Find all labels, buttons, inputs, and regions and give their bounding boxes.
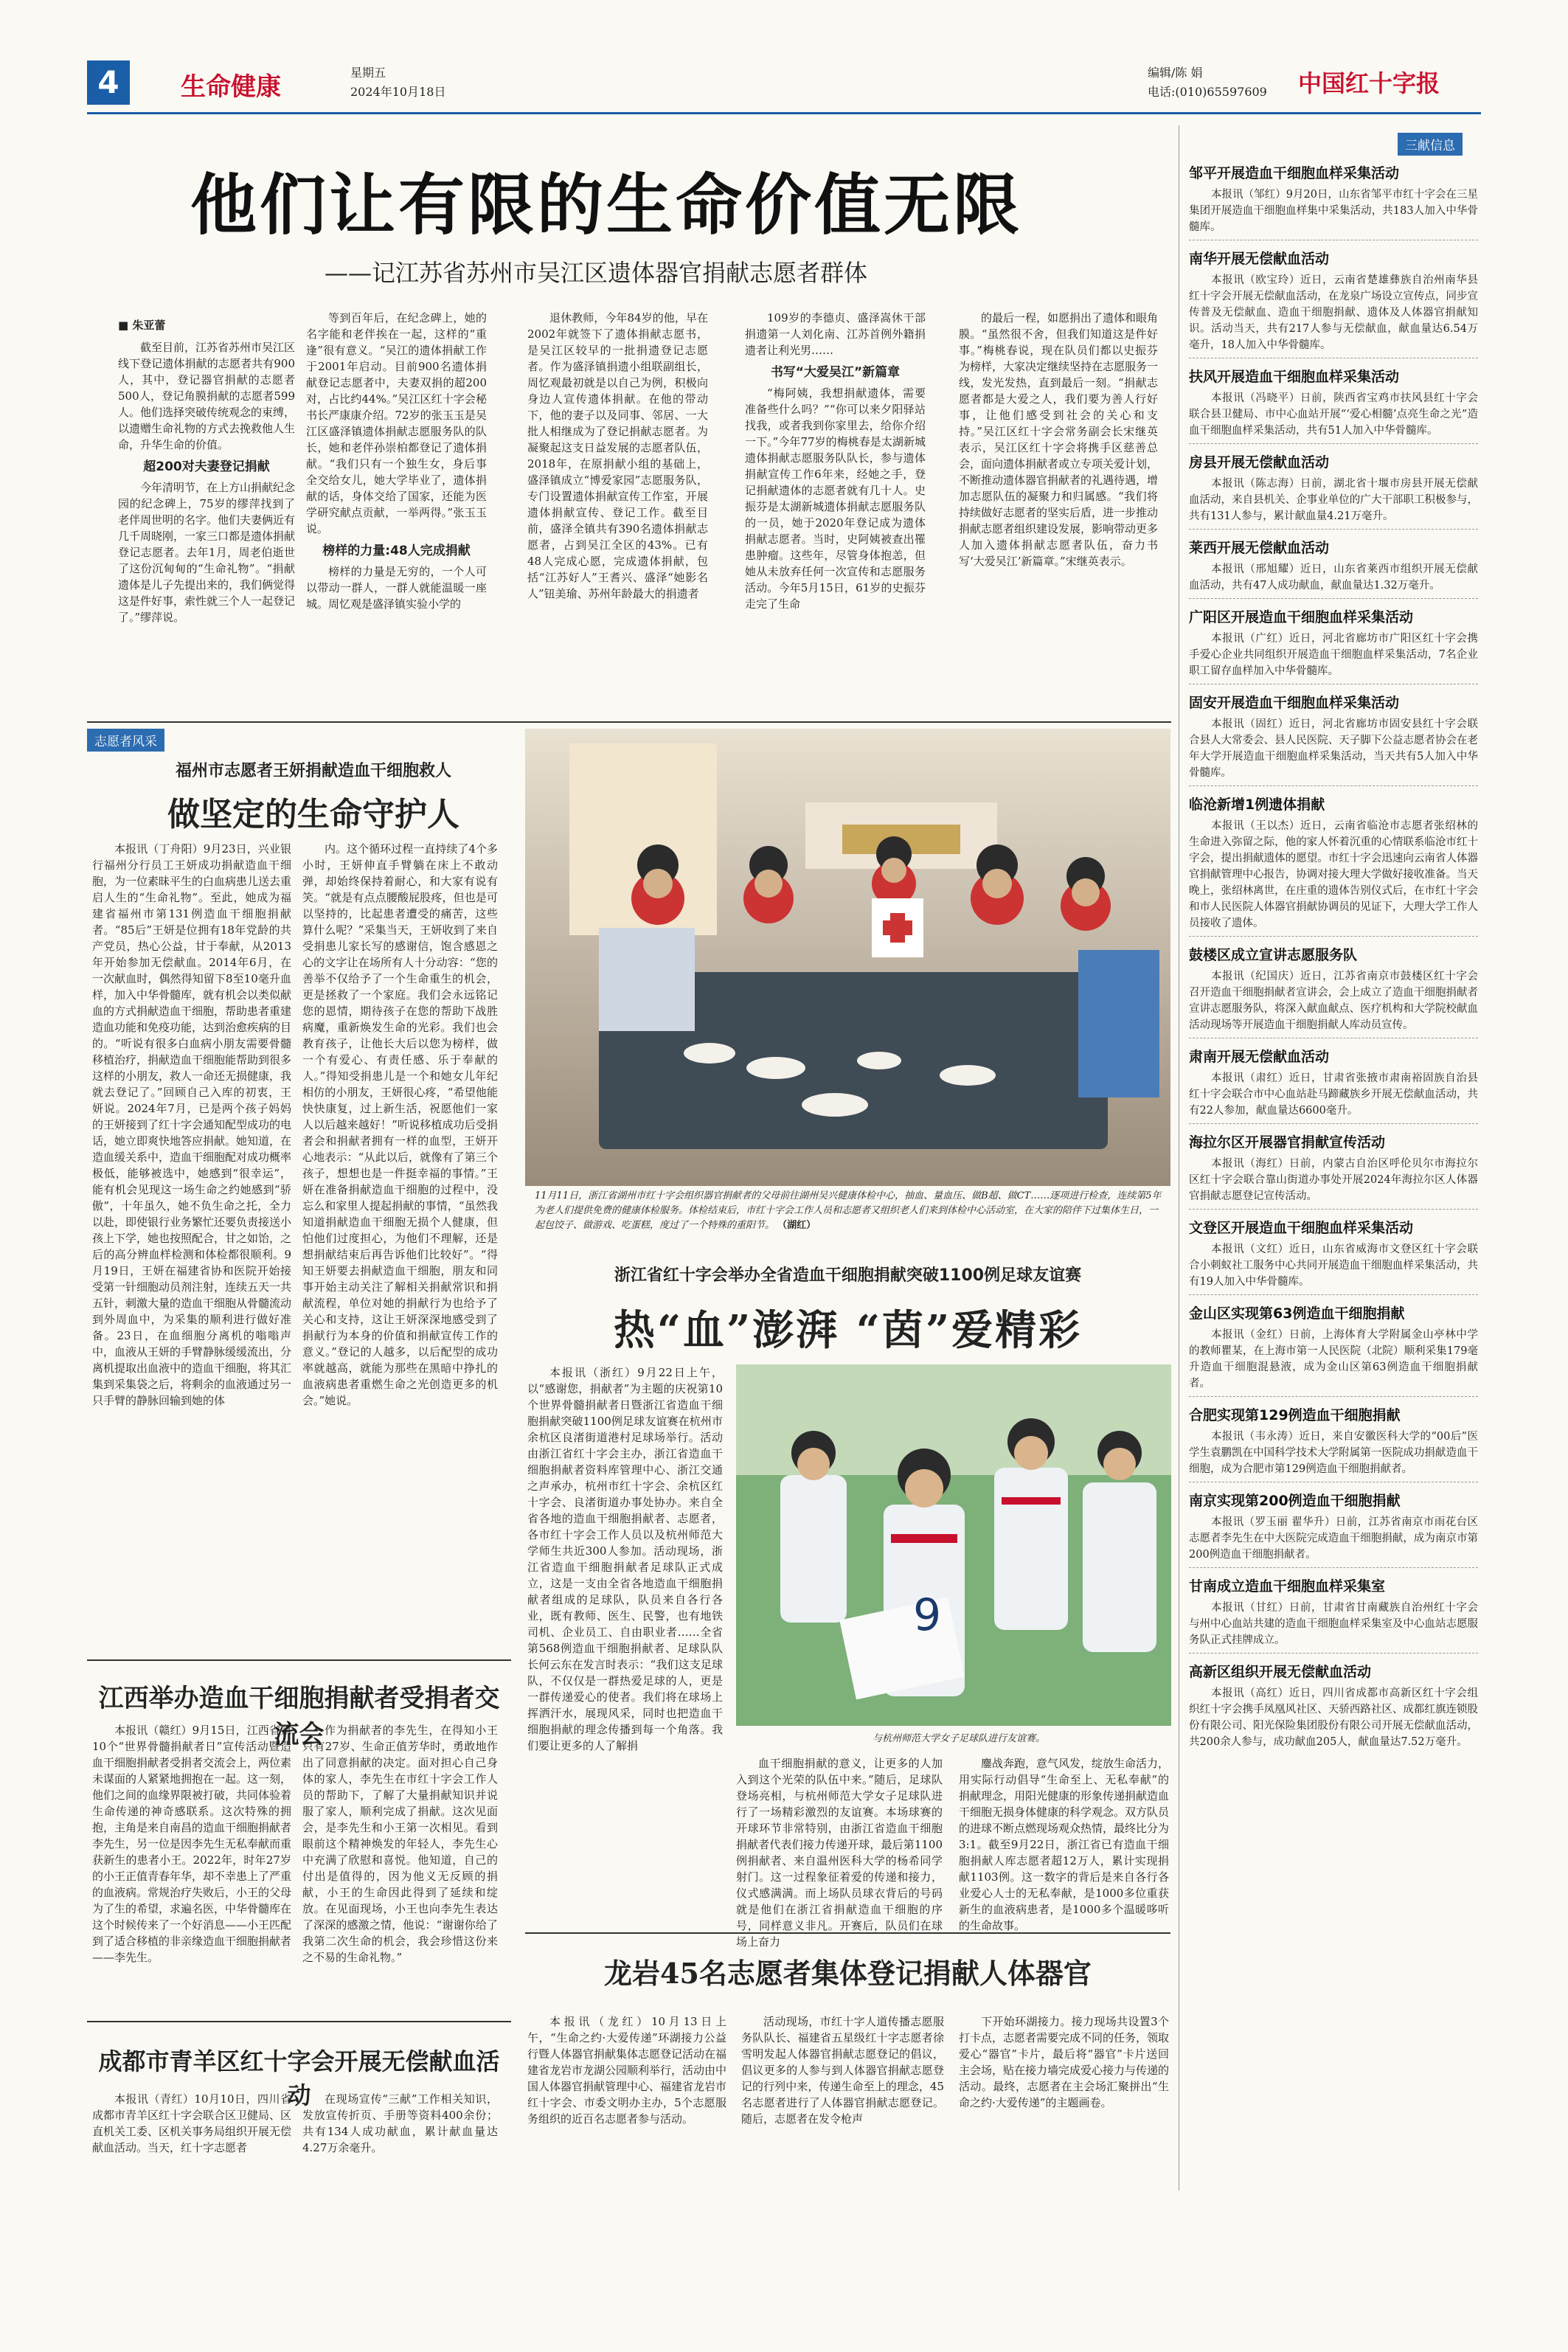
lead-byline: ■ 朱亚蕾	[118, 319, 166, 332]
brief-item	[1189, 692, 1478, 786]
football-paragraph: 鏖战奔跑，意气风发，绽放生命活力，用实际行动倡导“生命至上、无私奉献”的捐献理念，用阳光健康的形象传递捐献造血干细胞无损身体健康的科学观念。双方队员的进球不断点燃现场观众热情，最终比分为3:1。截至9月22日，浙江省已有造血干细胞捐献人库志愿者超12万人，累计实现捐献1103例。这一数字的背后是来自各行各业爱心人士的无私奉献，是1000多位重获新生的血液病患者，是1000多个温暖哆听的生命故事。	[959, 1757, 1170, 1932]
brief-divider	[1189, 785, 1478, 786]
brief-item	[1189, 1046, 1478, 1124]
photo-health-checkup-caption	[535, 1189, 1162, 1233]
section-divider	[87, 1659, 511, 1661]
brief-body: 本报讯（文红）近日，山东省威海市文登区红十字会联合小刺蚁社工服务中心共同开展造血干细胞血样采集活动，共有19人加入中华骨髓库。	[1189, 1243, 1478, 1288]
jiangxi-column-2	[302, 1722, 498, 2013]
lead-paragraph: 等到百年后，在纪念碑上，她的名字能和老伴挨在一起，这样的“重逢”很有意义。“吴江的遗体捐献工作于2001年启动。目前900名遗体捐献登记志愿者中，夫妻双捐的超200对，占比约44%。”吴江区红十字会秘书长严康康介绍。72岁的张玉玉是吴江区盛泽镇遗体捐献志愿服务队的队长，她和老伴孙崇柏都登记了遗体捐献。“我们只有一个独生女，身后事全交给女儿，她大学毕业了，遗体捐献的话，身体交给了国家，还能为医学研究献点贡献，一举两得。”张玉玉说。	[306, 311, 487, 535]
section-divider	[87, 2021, 511, 2022]
brief-body: 本报讯（甘红）日前，甘肃省甘南藏族自治州红十字会与州中心血站共建的造血干细胞血样采集室及中心血站志愿服务队正式挂牌成立。	[1189, 1602, 1478, 1646]
volunteer-title: 做坚定的生命守护人	[167, 796, 459, 833]
brief-body: 本报讯（纪国庆）近日，江苏省南京市鼓楼区红十字会召开造血干细胞捐献者宣讲会，会上成立了造血干细胞捐献者宣讲志愿服务队，将深入献血献点、医疗机构和大学院校献血活动现场等开展造血干细胞捐献人库动员宣传。	[1189, 971, 1478, 1031]
brief-divider	[1189, 1396, 1478, 1397]
brief-item	[1189, 248, 1478, 358]
lead-column-3	[527, 310, 708, 715]
lead-column-2	[306, 310, 487, 715]
lead-paragraph: 榜样的力量是无穷的，一个人可以带动一群人，一群人就能温暖一座城。周忆观是盛泽镇实验小学的	[306, 565, 487, 611]
brief-title: 文登区开展造血干细胞血样采集活动	[1189, 1220, 1414, 1236]
brief-divider	[1189, 1653, 1478, 1654]
brief-item	[1189, 794, 1478, 937]
longyan-paragraph: 活动现场，市红十字人道传播志愿服务队队长、福建省五星级红十字志愿者徐雪明发起人体器官捐献志愿登记的倡议，倡议更多的人参与到人体器官捐献志愿登记的行列中来，传递生命至上的理念，45名志愿者进行了人体器官捐献志愿登记。随后，志愿者在发令枪声	[741, 2015, 944, 2126]
lead-column-4	[745, 310, 926, 715]
football-column-2	[736, 1755, 943, 1949]
brief-title: 广阳区开展造血干细胞血样采集活动	[1189, 609, 1414, 625]
longyan-paragraph: 下开始环湖接力。接力现场共设置3个打卡点，志愿者需要完成不同的任务，领取爱心“器官”卡片，最后将“器官”卡片送回主会场，贴在接力墙完成爱心接力与传递的活动。最终，志愿者在主会场汇聚拼出“生命之约·大爱传递”的主题画卷。	[959, 2015, 1170, 2109]
brief-title: 肃南开展无偿献血活动	[1189, 1049, 1330, 1065]
volunteer-kicker: 福州市志愿者王妍捐献造血干细胞救人	[175, 762, 451, 780]
chengdu-paragraph: 在现场宣传“三献”工作相关知识，发放宣传折页、手册等资料400余份；共有134人成功献血，累计献血量达4.27万余毫升。	[302, 2092, 498, 2154]
brief-title: 扶风开展造血干细胞血样采集活动	[1189, 369, 1400, 385]
chengdu-title: 成都市青羊区红十字会开展无偿献血活动	[98, 2047, 500, 2109]
brief-divider	[1189, 529, 1478, 530]
brief-divider	[1189, 1209, 1478, 1210]
lead-title: 他们让有限的生命价值无限	[190, 167, 1022, 244]
lead-paragraph: 的最后一程，如愿捐出了遗体和眼角膜。“虽然很不舍，但我们知道这是件好事。”梅桃春说，现在队员们都以史振芬为榜样，大家决定继续坚持在志愿服务一线，发光发热，直到最后一刻。“捐献志愿者都是大爱之人，我们要为善人行好事，让他们感受到社会的关心和支持。”吴江区红十字会常务副会长宋继英表示，吴江区红十字会将携手区慈善总会，面向遗体捐献者或立专项关爱计划，不断推动遗体器官捐献者的礼遇待遇，增加志愿队伍的凝聚力和归属感。“我们将持续做好志愿者的坚实后盾，进一步推动捐献志愿者组织建设发展，影响带动更多人加入遗体捐献志愿者队伍，奋力书写‘大爱吴江’新篇章。”宋继英表示。	[959, 311, 1159, 568]
brief-divider	[1189, 443, 1478, 444]
brief-item	[1189, 537, 1478, 599]
brief-title: 房县开展无偿献血活动	[1189, 454, 1330, 471]
brief-body: 本报讯（金红）日前，上海体育大学附属金山亭林中学的教师瞿某，在上海市第一人民医院（北院）顺利采集179毫升造血干细胞混悬液，成为金山区第63例造血干细胞捐献者。	[1189, 1329, 1478, 1390]
brief-item	[1189, 1661, 1478, 1750]
section-divider	[87, 721, 1171, 723]
brief-title: 莱西开展无偿献血活动	[1189, 540, 1330, 556]
newspaper-logo: 中国红十字报	[1298, 69, 1440, 97]
jiangxi-paragraph: 本报讯（赣红）9月15日，江西省第10个“世界骨髓捐献者日”宣传活动暨造血干细胞捐献者受捐者交流会上，两位素未谋面的人紧紧地拥抱在一起。这一刻，他们之间的血缘界限被打破，共同体验着生命传递的神奇感联系。这次特殊的拥抱，主角是来自南昌的造血干细胞捐献者李先生，另一位是因李先生无私奉献而重获新生的患者小王。2022年，时年27岁的小王正值青春年华，却不幸患上了严重的血液病。常规治疗失败后，小王的父母为了生的希望，求遍名医，中华骨髓库在这个时候传来了一个好消息——小王匹配到了适合移植的非亲缘造血干细胞捐献者——李先生。	[92, 1724, 292, 1964]
section-tag: 志愿者风采	[87, 729, 164, 752]
volunteer-paragraph: 本报讯（丁舟阳）9月23日，兴业银行福州分行员工王妍成功捐献造血干细胞，为一位素昧平生的白血病患儿送去重启人生的“生命礼物”。至此，她成为福建省福州市第131例造血干细胞捐献者。“85后”王妍是位拥有18年党龄的共产党员，热心公益，甘于奉献，从2013年开始参加无偿献血。2014年6月，在一次献血时，偶然得知留下8至10毫升血样，加入中华骨髓库，就有机会以类似献血的方式捐献造血干细胞，帮助患者重建造血功能和免疫功能，达到治愈疾病的目的。“听说有很多白血病小朋友需要骨髓移植治疗，捐献造血干细胞能帮助到很多这样的小朋友，救人一命还无损健康，我就去登记了。”回顾自己入库的初衷，王妍说。2024年7月，已是两个孩子妈妈的王妍接到了红十字会通知配型成功的电话，她立即爽快地答应捐献。她知道，在造血缓关系中，造血干细胞配对成功概率极低，能够被选中，她感到“很幸运”，能有机会见现这一场生命之约她感到“骄傲”，十年虽久，她不负生命之托，全力以赴，即使银行业务繁忙还要负责接送小孩上下学，她也按照配合，甘之如饴，之后的高分辨血样检测和体检都很顺利。9月19日，王妍在福建省协和医院开始接受第一针细胞动员剂注射，连续五天一共五针，刺激大量的造血干细胞从骨髓流动到外周血中，为采集的顺利进行做好准备。23日，在血细胞分离机的嗡嗡声中，血液从王妍的手臂静脉缓缓流出，分离机提取出血液中的造血干细胞，将其汇集到采集袋之后，将剩余的血液通过另一只手臂的静脉回输到她的体	[92, 842, 292, 1407]
brief-title: 固安开展造血干细胞血样采集活动	[1189, 695, 1400, 711]
lead-subheading: 榜样的力量:48人完成捐献	[322, 544, 471, 558]
brief-body: 本报讯（高红）近日，四川省成都市高新区红十字会组织红十字会携手凤凰风社区、天骄西路社区、成都红旗连锁股份有限公司、阳光保险集团股份有限公司开展无偿献血活动，共200余人参与，成功献血205人，献血量达7.52万毫升。	[1189, 1687, 1478, 1748]
brief-title: 南京实现第200例造血干细胞捐献	[1189, 1493, 1401, 1509]
jiangxi-column-1	[92, 1722, 291, 2013]
chengdu-column-1	[92, 2091, 291, 2187]
header-editor: 编辑/陈 娟	[1148, 66, 1203, 80]
brief-body: 本报讯（陈志海）日前，湖北省十堰市房县开展无偿献血活动，来自县机关、企事业单位的广大干部职工积极参与，共有131人参与，累计献血量4.21万毫升。	[1189, 478, 1478, 522]
brief-item	[1189, 1302, 1478, 1397]
photo-health-checkup	[525, 729, 1170, 1186]
brief-item	[1189, 1404, 1478, 1482]
football-column-3	[959, 1755, 1170, 1932]
lead-paragraph: 截至目前，江苏省苏州市吴江区线下登记遗体捐献的志愿者共有900人，其中，登记器官捐献的志愿者500人，登记角膜捐献的志愿者599人。他们选择突破传统观念的束缚，以遗赠生命礼物的方式去挽救他人生命，升华生命的价值。	[118, 341, 296, 451]
brief-title: 临沧新增1例遗体捐献	[1189, 797, 1325, 813]
brief-body: 本报讯（邢旭耀）近日，山东省莱西市组织开展无偿献血活动，共有47人成功献血，献血量达1.32万毫升。	[1189, 563, 1478, 592]
brief-body: 本报讯（欧宝玲）近日，云南省楚雄彝族自治州南华县红十字会开展无偿献血活动，在龙泉广场设立宣传点，同步宣传普及无偿献血、造血干细胞捐献、遗体及人体器官捐献知识。活动当天，共有217人参与无偿献血，献血量达6.54万毫升，18人加入中华骨髓库。	[1189, 274, 1478, 351]
brief-item	[1189, 1575, 1478, 1654]
chengdu-paragraph: 本报讯（青红）10月10日，四川省成都市青羊区红十字会联合区卫健局、区直机关工委、区机关事务局组织开展无偿献血活动。当天，红十字志愿者	[92, 2092, 292, 2154]
brief-body: 本报讯（冯晓平）日前，陕西省宝鸡市扶风县红十字会联合县卫健局、市中心血站开展“‘爱心相髓’点亮生命之光”造血干细胞血样采集活动，共有51人加入中华骨髓库。	[1189, 392, 1478, 437]
brief-item	[1189, 944, 1478, 1038]
svg-text:9: 9	[913, 1589, 942, 1641]
football-photo-illustration	[736, 1364, 1171, 1726]
brief-item	[1189, 1490, 1478, 1568]
brief-title: 海拉尔区开展器官捐献宣传活动	[1189, 1134, 1386, 1151]
brief-title: 鼓楼区成立宣讲志愿服务队	[1189, 947, 1358, 963]
brief-body: 本报讯（海红）日前，内蒙古自治区呼伦贝尔市海拉尔区红十字会联合靠山街道办事处开展2024年海拉尔区人体器官捐献志愿登记宣传活动。	[1189, 1158, 1478, 1202]
lead-subheading: 书写“大爱吴江”新篇章	[770, 365, 901, 380]
sidebar-tag: 三献信息	[1398, 133, 1463, 156]
longyan-column-3	[959, 2013, 1169, 2183]
brief-body: 本报讯（固红）近日，河北省廊坊市固安县红十字会联合县人大常委会、县人民医院、天子脚下公益志愿者协会在老年大学开展造血干细胞血样采集活动，当天共有5人加入中华骨髓库。	[1189, 718, 1478, 779]
football-paragraph: 血干细胞捐献的意义，让更多的人加入到这个光荣的队伍中来。”随后，足球队登场亮相，与杭州师范大学女子足球队进行了一场精彩激烈的友谊赛。本场球赛的开球环节非常特别，由浙江省造血干细胞捐献者代表们接力传递开球，最后第1100例捐献者、来自温州医科大学的杨希同学射门。这一过程象征着爱的传递和接力，仪式感满满。而上场队员球衣背后的号码就是他们在浙江省捐献造血干细胞的序号，同样意义非凡。开赛后，队员们在球场上奋力	[736, 1757, 943, 1949]
brief-divider	[1189, 936, 1478, 937]
lead-paragraph: 今年清明节，在上方山捐献纪念园的纪念碑上，75岁的缪萍找到了老伴周世明的名字。他们夫妻俩近有几千周晓刚，一家三口都是遗体捐献登记志愿者。去年1月，周老伯逝世了这份沉甸甸的“生命礼物”。“捐献遗体是儿子先提出来的，我们俩觉得这是件好事，索性就三个人一起登记了。”缪萍说。	[118, 481, 296, 624]
longyan-paragraph: 本报讯（龙红）10月13日上午，“生命之约·大爱传递”环湖接力公益行暨人体器官捐献集体志愿登记活动在福建省龙岩市龙湖公园顺利举行，活动由中国人体器官捐献管理中心、福建省龙岩市红十字会、市委文明办主办，5个志愿服务组织的近百名志愿者参与活动。	[527, 2015, 727, 2126]
brief-body: 本报讯（广红）近日，河北省廊坊市广阳区红十字会携手爱心企业共同组织开展造血干细胞血样采集活动，7名企业职工留存血样加入中华骨髓库。	[1189, 633, 1478, 677]
page-number-box: 4	[87, 60, 130, 105]
caption-text: 11月11日，浙江省湖州市红十字会组织器官捐献者的父母前往湖州吴兴健康体检中心，抽血、量血压、做B超、做CT……逐项进行检查，连续第5年为老人们提供免费的健康体检服务。体检结束后，市红十字会工作人员和志愿者又组织老人们来到体检中心活动室，在大家的陪伴下过集体生日，一起包饺子、做游戏、吃蛋糕，度过了一个特殊的重阳节。	[535, 1190, 1162, 1231]
photo-scene-illustration	[525, 729, 1170, 1186]
brief-title: 高新区组织开展无偿献血活动	[1189, 1664, 1372, 1680]
header-weekday: 星期五	[350, 66, 386, 80]
photo-football-caption: 与杭州师范大学女子足球队进行友谊赛。	[872, 1733, 1045, 1744]
brief-body: 本报讯（韦永涛）近日，来自安徽医科大学的“00后”医学生袁鹏凯在中国科学技术大学附属第一医院成功捐献造血干细胞，成为合肥市第129例造血干细胞捐献者。	[1189, 1431, 1478, 1475]
brief-item	[1189, 366, 1478, 444]
brief-divider	[1189, 1123, 1478, 1124]
briefs-list	[1189, 155, 1478, 2198]
lead-column-5	[959, 310, 1158, 715]
brief-divider	[1189, 598, 1478, 599]
header-phone: 电话:(010)65597609	[1148, 85, 1267, 99]
brief-title: 邹平开展造血干细胞血样采集活动	[1189, 165, 1400, 181]
chengdu-column-2	[302, 2091, 498, 2187]
brief-divider	[1189, 1567, 1478, 1568]
lead-subheading: 超200对夫妻登记捐献	[143, 459, 270, 474]
brief-body: 本报讯（肃红）近日，甘肃省张掖市肃南裕固族自治县红十字会联合市中心血站赴马蹄藏族乡开展无偿献血活动，共有22人参加，献血量达6600毫升。	[1189, 1072, 1478, 1117]
header-date: 2024年10月18日	[350, 85, 446, 99]
lead-paragraph: “梅阿姨，我想捐献遗体，需要准备些什么吗？”“你可以来夕阳驿站找我，或者我到你家里去，给你介绍一下。”今年77岁的梅桃春是太湖新城遗体捐献志愿服务队队长，参与遗体捐献宣传工作6年来，经她之手，登记捐献遗体的志愿者就有几十人。史振芬是太湖新城遗体捐献志愿服务队的一员，她于2020年登记成为遗体捐献志愿者。当时，史阿姨被查出罹患肿瘤。这些年，尽管身体抱恙，但她从未放弃任何一次宣传和志愿服务活动。今年5月15日，61岁的史振芬走完了生命	[745, 386, 926, 611]
brief-title: 甘南成立造血干细胞血样采集室	[1189, 1578, 1386, 1595]
brief-item	[1189, 606, 1478, 684]
lead-paragraph: 109岁的李德贞、盛泽嵩休干部捐遗第一人刘化南、江苏首例外籍捐遗者让利光男……	[745, 311, 926, 357]
brief-item	[1189, 1217, 1478, 1295]
volunteer-paragraph: 内。这个循环过程一直持续了4个多小时，王妍伸直手臂躺在床上不敢动弹，却始终保持着耐心，和大家有说有笑。“就是有点点腰酸屁股疼，但也是可以坚持的，比起患者遭受的痛苦，这些算什么呢？”采集当天，王妍收到了来自受捐患儿家长写的感谢信，饱含感恩之心的文字让在场所有人十分动容：“您的善举不仅给予了一个生命重生的机会，更是拯救了一个家庭。我们会永远铭记您的恩情，期待孩子在您的帮助下战胜病魔，重新焕发生命的光彩。我们也会教育孩子，让他长大后以您为榜样，做一个有爱心、有责任感、乐于奉献的人。”得知受捐患儿是一个和她女儿年纪相仿的小朋友，王妍很心疼，“希望他能快快康复，过上新生活，祝愿他们一家人以后越来越好！”听说移植成功后受捐者会和捐献者拥有一样的血型，王妍开心地表示：“从此以后，就像有了第三个孩子，想想也是一件挺幸福的事情。”王妍在准备捐献造血干细胞的过程中，没忘么和家里人提起捐献的事情，“虽然我知道捐献造血干细胞无损个人健康，但怕他们过度担心，为他们不理解，还是想捐献结束后再告诉他们比较好”。“得知王妍要去捐献造血干细胞，朋友和同事开始主动关注了解相关捐献常识和捐献流程，单位对她的捐献行为也给予了关心和支持，这让王妍深深地感受到了捐献行为本身的价值和捐献宣传工作的意义。”登记的人越多，以后配型的成功率就越高，就能为那些在黑暗中挣扎的血液病患者重燃生命之光创造更多的机会。”她说。	[302, 842, 498, 1407]
longyan-column-1	[527, 2013, 726, 2183]
brief-title: 金山区实现第63例造血干细胞捐献	[1189, 1305, 1405, 1322]
football-column-1	[527, 1364, 723, 1881]
jiangxi-title: 江西举办造血干细胞捐献者受捐者交流会	[98, 1684, 500, 1749]
lead-paragraph: 退休教师，今年84岁的他，早在2002年就签下了遗体捐献志愿书，是吴江区较早的一批捐遗登记志愿者。作为盛泽镇捐遗小组联副组长，周忆观最初就是以自己为例，积极向身边人宣传遗体捐献。在他的带动下，他的妻子以及同事、邻居、一大批人相继成为了登记捐献志愿者。为凝聚起这支日益发展的志愿者队伍，2018年，在原捐献小组的基础上，盛泽镇成立“博爱家园”志愿服务队，专门设置遗体捐献宣传工作室，开展遗体捐献宣传、登记工作。截至目前，盛泽全镇共有390名遗体捐献志愿者，占到吴江全区的43%。已有48人完成心愿，完成遗体捐献，包括“江苏好人”王耆兴、盛泽“她影名人”钮美瑜、苏州年龄最大的捐遗者	[527, 311, 708, 600]
jiangxi-paragraph: 作为捐献者的李先生，在得知小王只有27岁、生命正值芳华时，勇敢地作出了同意捐献的决定。面对担心自己身体的家人，李先生在市红十字会工作人员的帮助下，了解了大量捐献知识并说服了家人，顺利完成了捐献。这次见面会，是李先生和小王第一次相见。看到眼前这个精神焕发的年轻人，李先生心中充满了欣慰和喜悦。他知道，自己的付出是值得的，因为他义无反顾的捐献，小王的生命因此得到了延续和绽放。在见面现场，小王也向李先生表达了深深的感激之情，他说：“谢谢你给了我第二次生命的机会，我会珍惜这份来之不易的生命礼物。”	[302, 1724, 498, 1964]
lead-column-1	[118, 317, 295, 715]
brief-title: 南华开展无偿献血活动	[1189, 251, 1330, 267]
brief-body: 本报讯（邹红）9月20日，山东省邹平市红十字会在三星集团开展造血干细胞血样集中采集活动，共183人加入中华骨髓库。	[1189, 189, 1478, 233]
section-divider	[525, 1932, 1170, 1934]
section-name: 生命健康	[181, 72, 281, 102]
caption-credit: （湖红）	[777, 1220, 816, 1231]
brief-item	[1189, 1131, 1478, 1210]
header-rule	[87, 112, 1481, 114]
football-kicker: 浙江省红十字会举办全省造血干细胞捐献突破1100例足球友谊赛	[614, 1266, 1082, 1285]
football-paragraph: 本报讯（浙红）9月22日上午，以“感谢您，捐献者”为主题的庆祝第10个世界骨髓捐献者日暨浙江省造血干细胞捐献突破1100例足球友谊赛在杭州市余杭区良渚街道港村足球场举行。活动由浙江省红十字会主办，浙江省造血干细胞捐献者资料库管理中心、浙江交通之声承办，杭州市红十字会、余杭区红十字会、良渚街道办事处协办。来自全省各地的造血干细胞捐献者、志愿者，各市红十字会工作人员以及杭州师范大学师生共近300人参加。活动现场，浙江省造血干细胞捐献者足球队正式成立，这是一支由全省各地造血干细胞捐献者组成的足球队，队员来自各行各业，既有教师、医生、民警，也有地铁司机、企业员工、自由职业者……全省第568例造血干细胞捐献者、足球队队长何云东在发言时表示：“我们这支足球队，不仅仅是一群热爱足球的人，更是一群传递爱心的使者。我们将在球场上挥洒汗水，展现风采，同时也把造血干细胞捐献的理念传播到每一个角落。我们要让更多的人了解捐	[527, 1366, 723, 1752]
brief-body: 本报讯（罗玉丽 翟华升）日前，江苏省南京市雨花台区志愿者李先生在中大医院完成造血干细胞捐献，成为南京市第200例造血干细胞捐献者。	[1189, 1516, 1478, 1561]
longyan-title: 龙岩45名志愿者集体登记捐献人体器官	[604, 1957, 1092, 1990]
brief-divider	[1189, 1294, 1478, 1295]
brief-item	[1189, 451, 1478, 530]
photo-football	[736, 1364, 1171, 1726]
lead-subtitle: ——记江苏省苏州市吴江区遗体器官捐献志愿者群体	[325, 259, 868, 287]
brief-item	[1189, 162, 1478, 240]
brief-body: 本报讯（王以杰）近日，云南省临沧市志愿者张绍林的生命进入弥留之际，他的家人怀着沉重的心情联系临沧市红十字会，提出捐献遗体的愿望。市红十字会迅速向云南省人体器官捐献管理中心报告，协调对接大理大学做好接收准备。当天晚上，张绍林离世，在庄重的遗体告别仪式后，在市红十字会和市人民医院人体器官捐献协调员的见证下，大理大学工作人员接收了遗体。	[1189, 820, 1478, 929]
longyan-column-2	[741, 2013, 944, 2183]
football-title: 热“血”澎湃 “茵”爱精彩	[613, 1306, 1083, 1355]
brief-title: 合肥实现第129例造血干细胞捐献	[1189, 1407, 1401, 1423]
